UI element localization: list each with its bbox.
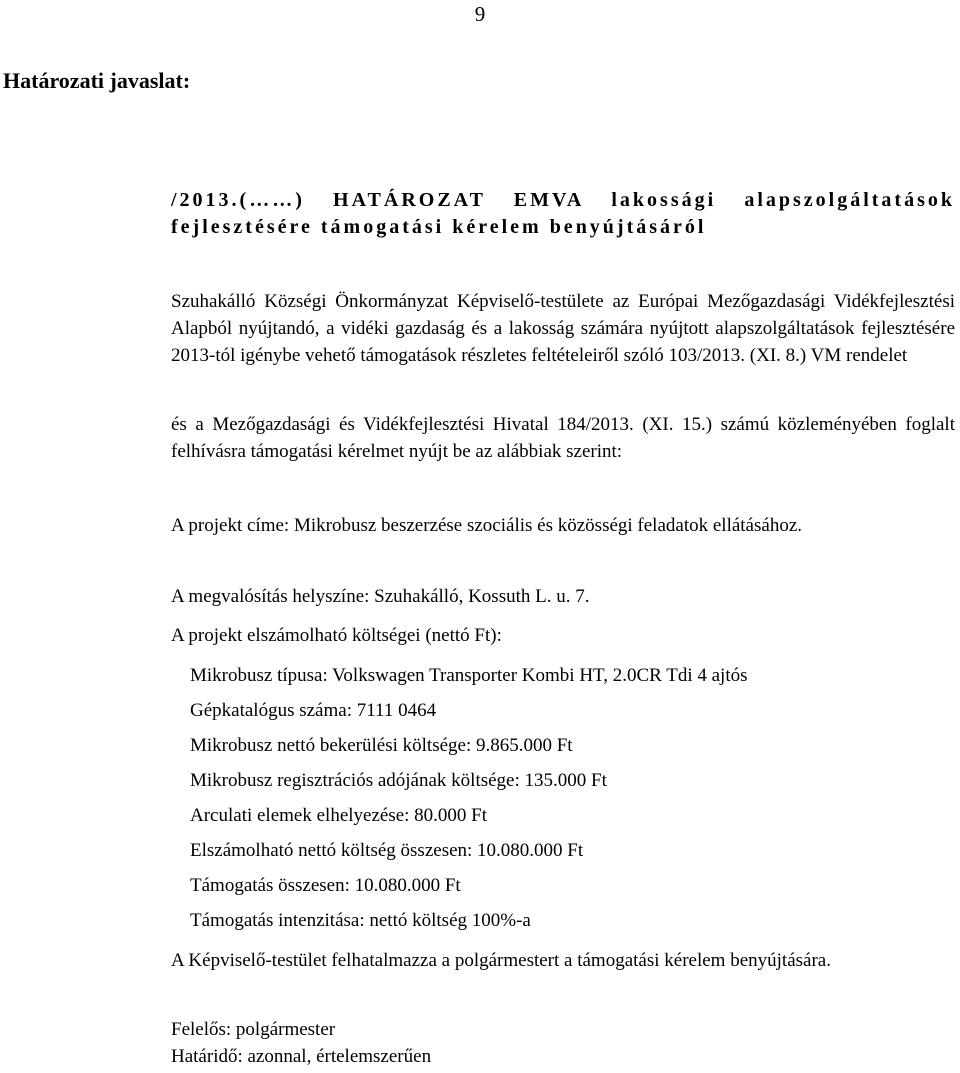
cost-item-vehicle-cost: Mikrobusz nettó bekerülési költsége: 9.865.000 Ft — [190, 735, 573, 756]
authorization-text: A Képviselő-testület felhatalmazza a polgármestert a támogatási kérelem benyújtására. — [171, 950, 831, 971]
resolution-paragraph-2: és a Mezőgazdasági és Vidékfejlesztési Hivatal 184/2013. (XI. 15.) számú közleményében foglalt felhívásra támogatási kérelmet nyújt be az alábbiak szerint: — [171, 414, 955, 462]
cost-item-total-net: Elszámolható nettó költség összesen: 10.080.000 Ft — [190, 840, 584, 861]
resolution-title: /2013.(……) HATÁROZAT EMVA lakossági alapszolgáltatások fejlesztésére támogatási kérelem benyújtásáról — [171, 189, 955, 238]
deadline-line: Határidő: azonnal, értelemszerűen — [171, 1046, 432, 1067]
cost-item-branding: Arculati elemek elhelyezése: 80.000 Ft — [190, 805, 488, 826]
project-location: A megvalósítás helyszíne: Szuhakálló, Kossuth L. u. 7. — [171, 586, 590, 607]
project-title: A projekt címe: Mikrobusz beszerzése szociális és közösségi feladatok ellátásához. — [171, 515, 802, 536]
page-heading: Határozati javaslat: — [3, 68, 191, 93]
resolution-paragraph-1: Szuhakálló Községi Önkormányzat Képviselő-testülete az Európai Mezőgazdasági Vidékfejlesztési Alapból nyújtandó, a vidéki gazdaság és a lakosság számára nyújtott alapszolgáltatások fejlesztésére 2013-tól igénybe vehető támogatások részletes feltételeiről szóló 103/2013. (XI. 8.) VM rendelet — [171, 291, 955, 366]
cost-item-vehicle-type: Mikrobusz típusa: Volkswagen Transporter Kombi HT, 2.0CR Tdi 4 ajtós — [190, 665, 748, 686]
cost-item-registration-tax: Mikrobusz regisztrációs adójának költsége: 135.000 Ft — [190, 770, 607, 791]
costs-heading: A projekt elszámolható költségei (nettó Ft): — [171, 625, 502, 646]
cost-items-list — [190, 662, 748, 942]
page-number: 9 — [474, 2, 486, 26]
responsible-line: Felelős: polgármester — [171, 1019, 336, 1040]
cost-item-total-support: Támogatás összesen: 10.080.000 Ft — [190, 875, 461, 896]
cost-item-support-intensity: Támogatás intenzitása: nettó költség 100%-a — [190, 910, 531, 931]
cost-item-catalog-number: Gépkatalógus száma: 7111 0464 — [190, 700, 437, 721]
